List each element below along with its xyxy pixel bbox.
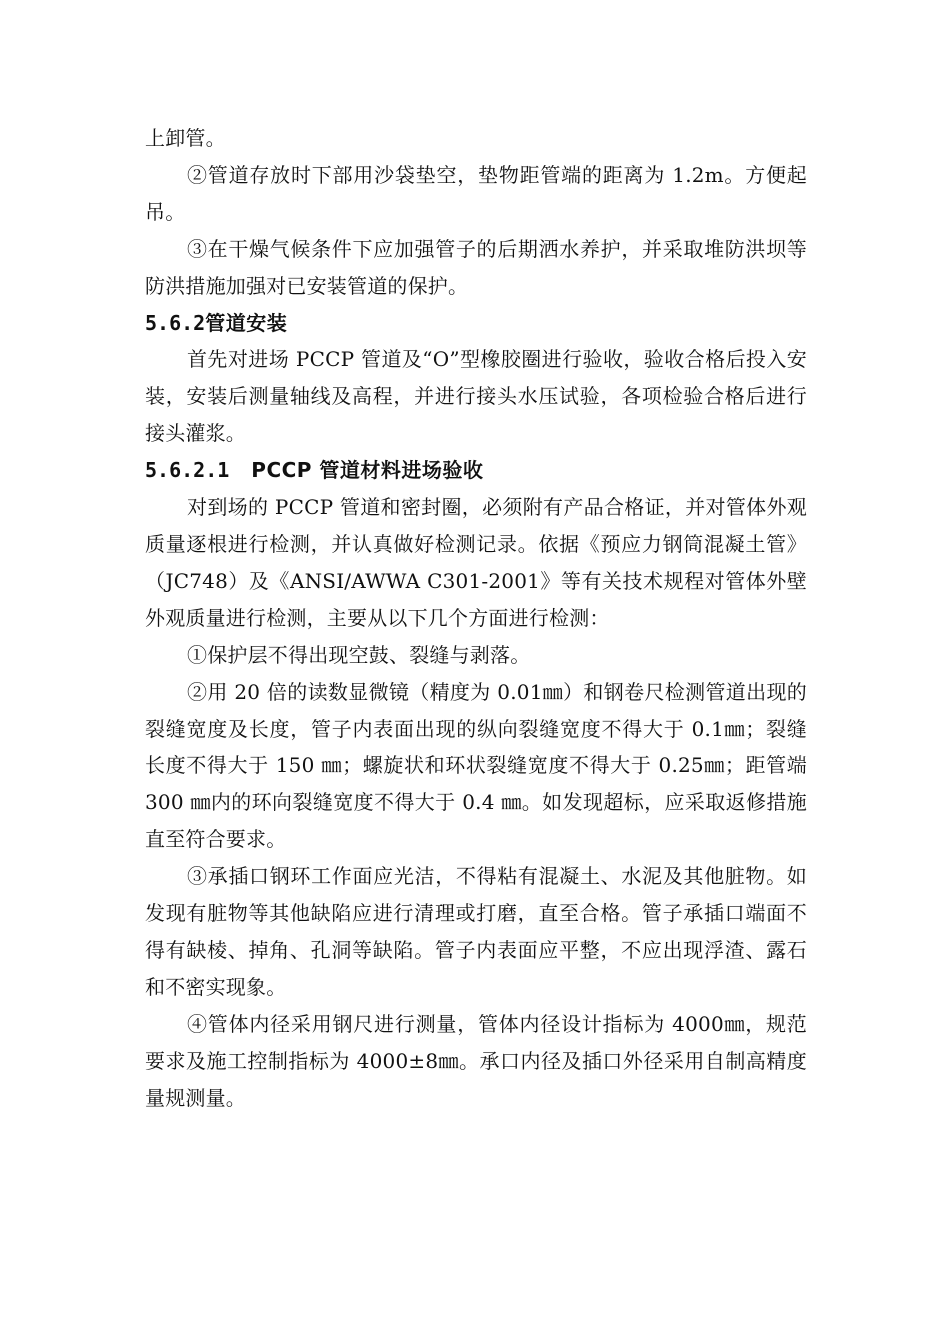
section-title: 管道安装 [205,310,288,335]
paragraph-inspection-intro: 对到场的 PCCP 管道和密封圈，必须附有产品合格证，并对管体外观质量逐根进行检测，并认真做好检测记录。依据《预应力钢筒混凝土管》（JC748）及《ANSI/AWWA C301-2001》等有关技术规程对管体外壁外观质量进行检测，主要从以下几个方面进行检测： [145,495,807,630]
section-number: 5.6.2.1 [145,458,230,483]
paragraph-check-2: ②用 20 倍的读数显微镜（精度为 0.01㎜）和钢卷尺检测管道出现的裂缝宽度及长度，管子内表面出现的纵向裂缝宽度不得大于 0.1㎜；裂缝长度不得大于 150 ㎜；螺旋状和环状裂缝宽度不得大于 0.25㎜；距管端 300 ㎜内的环向裂缝宽度不得大于 0.4 ㎜。如发现超标，应采取返修措施直至符合要求。 [145,679,807,852]
paragraph-item-2-storage: ②管道存放时下部用沙袋垫空，垫物距管端的距离为 1.2m。方便起吊。 [145,162,807,224]
section-heading-5-6-2-1 [145,452,807,489]
paragraph-check-1: ①保护层不得出现空鼓、裂缝与剥落。 [187,642,531,667]
paragraph-check-3: ③承插口钢环工作面应光洁，不得粘有混凝土、水泥及其他脏物。如发现有脏物等其他缺陷应进行清理或打磨，直至合格。管子承插口端面不得有缺棱、掉角、孔洞等缺陷。管子内表面应平整，不应出现浮渣、露石和不密实现象。 [145,864,807,999]
paragraph-installation-intro: 首先对进场 PCCP 管道及“O”型橡胶圈进行验收，验收合格后投入安装，安装后测量轴线及高程，并进行接头水压试验，各项检验合格后进行接头灌浆。 [145,347,807,446]
section-title: PCCP 管道材料进场验收 [251,458,484,483]
section-heading-5-6-2 [145,305,807,342]
paragraph-continuation: 上卸管。 [145,126,226,150]
section-number: 5.6.2 [145,310,206,335]
paragraph-item-3-curing: ③在干燥气候条件下应加强管子的后期洒水养护，并采取堆防洪坝等防洪措施加强对已安装管道的保护。 [145,236,807,298]
paragraph-check-4: ④管体内径采用钢尺进行测量，管体内径设计指标为 4000㎜，规范要求及施工控制指标为 4000±8㎜。承口内径及插口外径采用自制高精度量规测量。 [145,1011,807,1110]
document-body [145,120,807,1116]
